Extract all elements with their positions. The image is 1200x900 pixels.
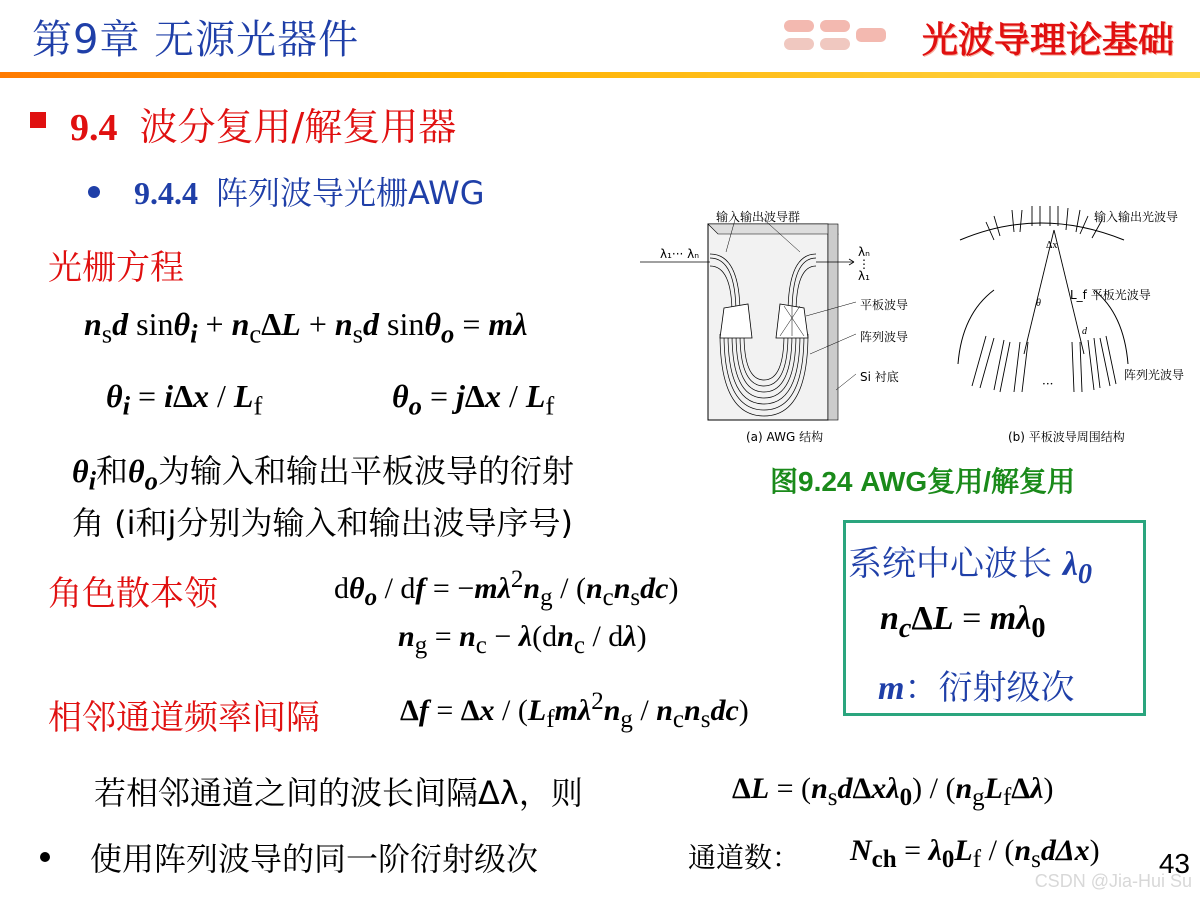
center-wavelength-title: 系统中心波长 $\lambda_0$ — [848, 544, 1093, 590]
theta-i-equation: $\theta_i = i\Delta x / L_f$ — [106, 378, 263, 421]
dispersion-equation: $d\theta_o$ / df = $-m\lambda^2n_g / (n_cn_sdc)$ — [334, 566, 679, 611]
awg-io-label: 输入输出波导群 — [716, 210, 801, 224]
svg-text:λₙ: λₙ — [858, 245, 870, 259]
page-number: 43 — [1158, 848, 1190, 879]
group-index-equation: $n_g = n_c - \lambda(dn_c / d\lambda)$ — [398, 620, 647, 659]
awg-structure-diagram — [640, 204, 920, 444]
subsection-number: 9.4.4 — [134, 175, 198, 211]
box-title-text: 系统中心波长 — [848, 544, 1052, 584]
and-label: 和 — [96, 452, 129, 490]
svg-text:⋮: ⋮ — [858, 257, 870, 271]
diffraction-order-label: m：衍射级次 — [878, 668, 1075, 708]
channel-count-equation: $N_{ch} = \lambda_0L_f / (n_sd\Delta x)$ — [850, 834, 1100, 873]
wavelength-spacing-text: 若相邻通道之间的波长间隔Δλ，则 — [94, 774, 583, 812]
spacing-equation: $\Delta f = \Delta x / (L_fm\lambda^2n_g / n_cn_sdc)$ — [400, 688, 749, 733]
slab-array-label: 阵列光波导 — [1124, 368, 1185, 382]
subsection-title: 阵列波导光栅AWG — [216, 174, 485, 212]
watermark: CSDN @Jia-Hui Su — [1034, 871, 1192, 891]
awg-substrate-label: Si 衬底 — [860, 370, 899, 384]
grating-description-line2: 角 (i和j分别为输入和输出波导序号) — [72, 504, 573, 542]
svg-text:···: ··· — [1042, 377, 1054, 391]
channel-count-label: 通道数： — [688, 841, 801, 874]
section-number: 9.4 — [70, 107, 118, 149]
slab-structure-diagram — [954, 204, 1130, 434]
center-wavelength-equation: $n_c\Delta L = m\lambda_0$ — [880, 600, 1046, 644]
awg-array-label: 阵列波导 — [860, 330, 909, 344]
grating-heading: 光栅方程 — [48, 248, 184, 288]
delta-l-equation: $\Delta L = (n_sd\Delta x\lambda_0) / (n_gL_f\Delta\lambda)$ — [732, 772, 1054, 811]
awg-slab-label: 平板波导 — [860, 298, 909, 312]
theta-o-equation: $\theta_o = j\Delta x / L_f$ — [392, 378, 555, 421]
slab-lf-label: L_f 平板光波导 — [1070, 288, 1151, 302]
awg-a-caption: (a) AWG 结构 — [746, 430, 824, 444]
course-title: 光波导理论基础 — [921, 20, 1174, 61]
chapter-title: 第9章 无源光器件 — [32, 17, 360, 63]
slab-io-label: 输入输出光波导 — [1094, 210, 1179, 224]
subsection-bullet-icon — [88, 186, 100, 198]
svg-text:λ₁: λ₁ — [858, 269, 870, 283]
header-divider — [0, 72, 1200, 78]
bullet-text: 使用阵列波导的同一阶衍射级次 — [90, 840, 539, 878]
svg-text:Δx: Δx — [1046, 240, 1058, 251]
slab-b-caption: (b) 平板波导周围结构 — [1008, 430, 1125, 444]
subsection-heading — [134, 168, 485, 214]
figure-caption: 图9.24 AWG复用/解复用 — [770, 466, 1075, 497]
section-heading — [70, 96, 456, 151]
decorative-logo-icon — [780, 16, 890, 56]
grating-equation: $n_sd$ $\sin\theta_i + n_c\Delta L + n_sd$ sinθ$_o$ = mλ — [84, 306, 528, 349]
section-bullet-icon — [30, 112, 46, 128]
spacing-heading: 相邻通道频率间隔 — [48, 698, 320, 738]
grating-description-line1: $\theta_i$和$\theta_o$为输入和输出平板波导的衍射 — [72, 452, 574, 496]
svg-text:θ: θ — [1036, 298, 1041, 309]
bullet-icon — [40, 852, 50, 862]
dispersion-heading: 角色散本领 — [48, 574, 218, 614]
section-title: 波分复用/解复用器 — [139, 105, 457, 149]
description-text: 为输入和输出平板波导的衍射 — [157, 452, 574, 490]
svg-text:d: d — [1082, 326, 1087, 337]
svg-text:λ₁··· λₙ: λ₁··· λₙ — [660, 247, 700, 261]
